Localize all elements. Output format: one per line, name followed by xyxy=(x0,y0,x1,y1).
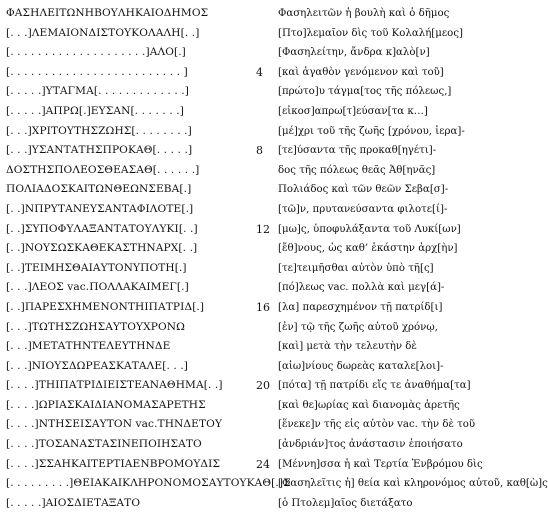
edition-line xyxy=(256,161,506,181)
line-number: 12 xyxy=(256,222,270,236)
edition-line-text: [πό]λεως vac. πολλὰ καὶ μεγ[ά]- xyxy=(278,282,445,294)
edition-line xyxy=(256,474,548,494)
transcription-line: [. . .]ΧΡΙΤΟΥΤΗΣΖΩΗΣ[. . . . . . . .] xyxy=(6,124,192,137)
edition-line xyxy=(256,102,506,122)
edition-line-text: [λα] παρεσχημένον τῇ πατρίδ[ι] xyxy=(278,301,443,313)
edition-line xyxy=(256,337,506,357)
edition-line-text: [Φασηλεῖτις ἡ] θεία καὶ κληρονόμος αὐτοῦ, καθ[ὼ]ς xyxy=(278,478,548,490)
transcription-line: [. .]ΤΕΙΜΗΣΘΑΙΑΥΤΟΝΥΠΟΤΗ[.] xyxy=(6,261,187,274)
edition-line-text: [ἕνεκε]ν τῆς εἰς αὐτὸν vac. τὴν δὲ τοῦ xyxy=(278,419,476,431)
edition-line xyxy=(256,357,506,377)
edition-line xyxy=(256,200,506,220)
edition-line xyxy=(256,376,506,396)
edition-line xyxy=(256,43,506,63)
transcription-line: [. . . . .]ΑΠΡΩ[.]ΕΥΣΑΝ[. . . . . . .] xyxy=(6,104,184,117)
edition-line xyxy=(256,220,506,240)
transcription-line: [. . . . .]ΑΙΟΣΔΙΕΤΑΞΑΤΟ xyxy=(6,496,141,509)
edition-line xyxy=(256,494,506,513)
edition-line-text: Φασηλειτῶν ἡ βουλὴ καὶ ὁ δῆμος xyxy=(278,8,450,19)
edition-line xyxy=(256,24,506,44)
transcription-line: [. . .]ΤΩΤΗΣΖΩΗΣΑΥΤΟΥΧΡΟΝΩ xyxy=(6,320,186,333)
transcription-line: [. . . . .]ΥΤΑΓΜΑ[. . . . . . . . . . . . .] xyxy=(6,85,189,98)
edition-line-text: [αἰω]νίους δωρεὰς καταλε[λοι]- xyxy=(278,360,444,372)
edition-line xyxy=(256,63,506,83)
transcription-line: [. . .]ΥΣΑΝΤΑΤΗΣΠΡΟΚΑΘ[. . . . .] xyxy=(6,144,193,157)
edition-line-text: [ὁ Πτολεμ]αῖος διετάξατο xyxy=(278,497,413,509)
majuscule-transcription xyxy=(6,4,291,513)
transcription-line: [. . . . . . . . . . . . . . . . . . . . . . . . . ] xyxy=(6,65,188,78)
edition-line xyxy=(256,122,506,142)
transcription-line: [. . . . . . . . . . . . . . . . . . . .]ΑΛΟ[.] xyxy=(6,46,186,59)
edition-line-text: [μέ]χρι τοῦ τῆς ζωῆς [χρόνου, ἱερα]- xyxy=(278,125,465,137)
edition-line xyxy=(256,239,506,259)
transcription-line: ΠΟΛΙΑΔΟΣΚΑΙΤΩΝΘΕΩΝΣΕΒΑ[.] xyxy=(6,183,192,196)
edition-line xyxy=(256,259,506,279)
transcription-line: [. . .]ΝΙΟΥΣΔΩΡΕΑΣΚΑΤΑΛΕ[. . .] xyxy=(6,359,189,372)
edition-line-text: [καὶ ἀγαθὸν γενόμενον καὶ τοῦ] xyxy=(278,66,444,78)
edition-line xyxy=(256,415,506,435)
edition-line xyxy=(256,82,506,102)
transcription-line: ΦΑΣΗΛΕΙΤΩΝΗΒΟΥΛΗΚΑΙΟΔΗΜΟΣ xyxy=(6,7,209,19)
line-number: 16 xyxy=(256,300,270,314)
edition-line xyxy=(256,318,506,338)
edition-line-text: [τῶ]ν, πρυτανεύσαντα φιλοτε[ί]- xyxy=(278,203,448,215)
transcription-line: [. . . .]ΤΟΣΑΝΑΣΤΑΣΙΝΕΠΟΙΗΣΑΤΟ xyxy=(6,438,202,451)
edition-line-text: [πρώτο]υ τάγμα[τος τῆς πόλεως,] xyxy=(278,86,452,98)
line-number: 8 xyxy=(256,144,263,158)
edition-line-text: [Φασηλείτην, ἄνδρα κ]αλὸ[ν] xyxy=(278,47,430,59)
edition-line-text: δος τῆς πόλεως θεᾶς Ἀθ[ηνᾶς] xyxy=(278,164,436,176)
edition-line-text: [Πτο]λεμαῖον δὶς τοῦ Κολαλή[μεος] xyxy=(278,27,463,39)
transcription-line: [. . . .]ΤΗΙΠΑΤΡΙΔΙΕΙΣΤΕΑΝΑΘΗΜΑ[. .] xyxy=(6,379,223,392)
transcription-line: [. . . .]ΩΡΙΑΣΚΑΙΔΙΑΝΟΜΑΣΑΡΕΤΗΣ xyxy=(6,398,206,411)
edition-line xyxy=(256,455,506,475)
edition-line-text: [μω]ς, ὑποφυλάξαντα τοῦ Λυκί[ων] xyxy=(278,223,461,235)
edited-greek-text xyxy=(256,4,548,513)
edition-line xyxy=(256,298,506,318)
transcription-line: [. .]ΝΟΥΣΩΣΚΑΘΕΚΑΣΤΗΝΑΡΧ[. .] xyxy=(6,242,198,255)
edition-line xyxy=(256,180,506,200)
edition-line xyxy=(256,278,506,298)
transcription-line: [. . .]ΛΕΟΣ vac.ΠΟΛΛΑΚΑΙΜΕΓ[.] xyxy=(6,281,189,294)
edition-line-text: [ἐν] τῷ τῆς ζωῆς αὐτοῦ χρόνῳ, xyxy=(278,321,438,333)
edition-line-text: [καὶ] μετὰ τὴν τελευτὴν δὲ xyxy=(278,341,417,353)
transcription-line: ΔΟΣΤΗΣΠΟΛΕΟΣΘΕΑΣΑΘ[. . . . . .] xyxy=(6,163,200,176)
edition-line-text: [καὶ θε]ωρίας καὶ διανομὰς ἀρετῆς xyxy=(278,399,460,411)
edition-line-text: [ἔθ]νους, ὡς καθ’ ἑκάστην ἀρχ[ὴν] xyxy=(278,243,458,255)
edition-line xyxy=(256,4,506,24)
transcription-line: [. .]ΠΑΡΕΣΧΗΜΕΝΟΝΤΗΙΠΑΤΡΙΔ[.] xyxy=(6,300,205,313)
line-number: 4 xyxy=(256,65,263,79)
edition-line-text: [τε]ύσαντα τῆς προκαθ[ηγέτι]- xyxy=(278,145,437,157)
transcription-line: [. .]ΝΠΡΥΤΑΝΕΥΣΑΝΤΑΦΙΛΟΤΕ[.] xyxy=(6,202,194,215)
transcription-line: [. . .]ΜΕΤΑΤΗΝΤΕΛΕΥΤΗΝΔΕ xyxy=(6,340,171,353)
transcription-line: [. . . .]ΣΣΑΗΚΑΙΤΕΡΤΙΑΕΝΒΡΟΜΟΥΔΙΣ xyxy=(6,457,221,470)
transcription-line: [. . . . . . . . .]ΘΕΙΑΚΑΙΚΛΗΡΟΝΟΜΟΣΑΥΤΟΥΚΑΘ[.]Σ xyxy=(6,477,291,490)
edition-line xyxy=(256,435,506,455)
transcription-line: [. . . .]ΝΤΗΣΕΙΣΑΥΤΟΝ vac.ΤΗΝΔΕΤΟΥ xyxy=(6,418,223,431)
line-number: 24 xyxy=(256,457,270,471)
edition-line-text: [ἀνδριάν]τος ἀνάστασιν ἐποιήσατο xyxy=(278,439,463,451)
edition-line xyxy=(256,141,506,161)
edition-line-text: [πότα] τῇ πατρίδι εἴς τε ἀναθήμα[τα] xyxy=(278,380,471,392)
line-number: 20 xyxy=(256,379,270,393)
edition-line-text: [τε]τειμῆσθαι αὐτὸν ὑπὸ τῆ[ς] xyxy=(278,262,434,274)
edition-line-text: Πολιάδος καὶ τῶν θεῶν Σεβα[σ]- xyxy=(278,184,449,196)
edition-line-text: [Μέννη]σσα ἡ καὶ Τερτία Ἐνβρόμου δὶς xyxy=(278,458,483,470)
edition-line-text: [εἰκοσ]απρω[τ]εύσαν[τα κ…] xyxy=(278,105,428,117)
transcription-line: [. . .]ΛΕΜΑΙΟΝΔΙΣΤΟΥΚΟΛΑΛΗ[. .] xyxy=(6,26,200,39)
transcription-line: [. .]ΣΥΠΟΦΥΛΑΞΑΝΤΑΤΟΥΛΥΚΙ[. .] xyxy=(6,222,198,235)
edition-line xyxy=(256,396,506,416)
